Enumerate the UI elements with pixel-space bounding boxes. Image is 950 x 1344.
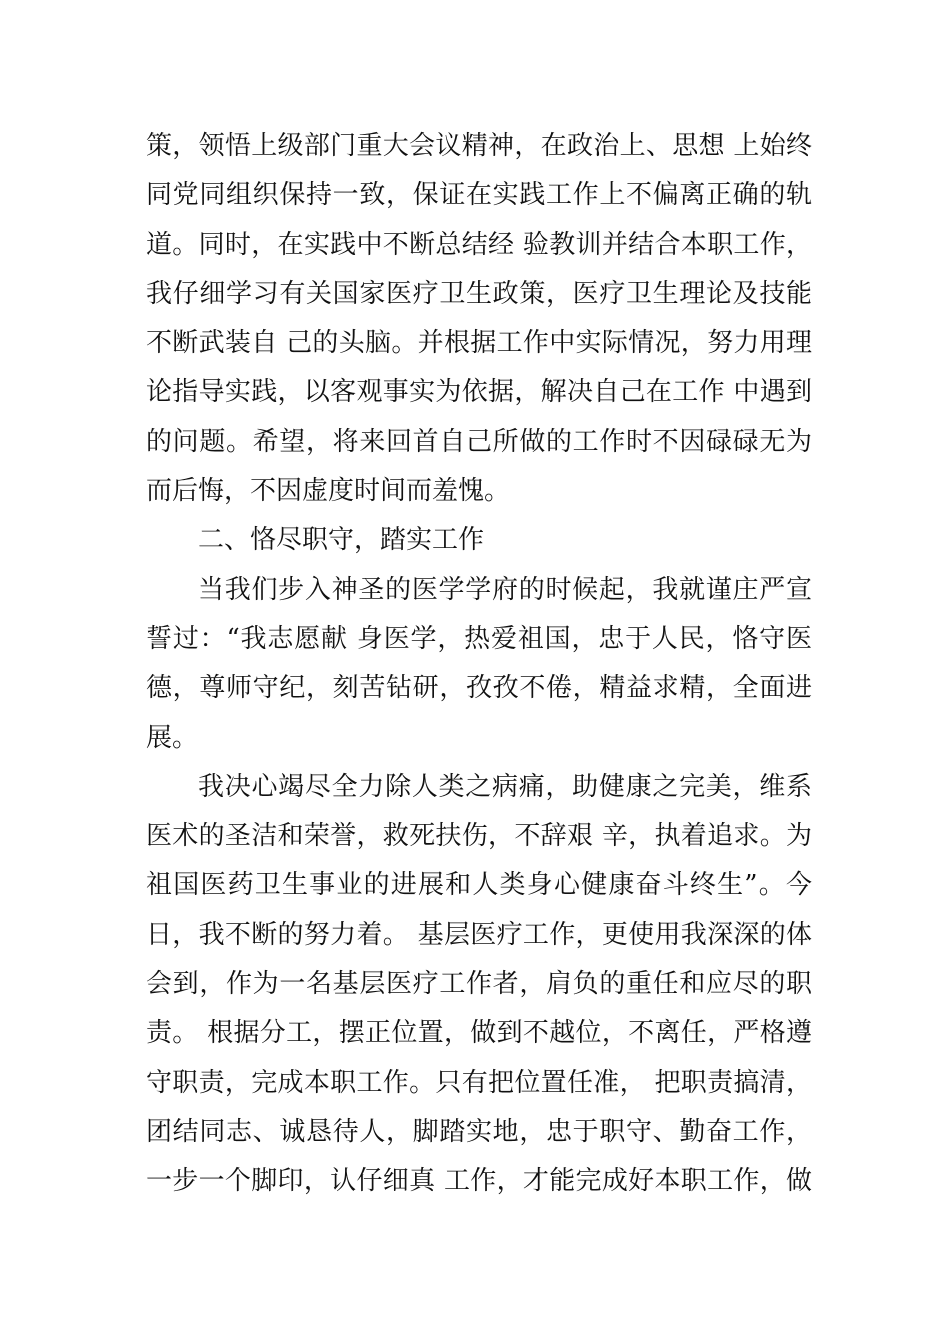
text-line: 祖国医药卫生事业的进展和人类身心健康奋斗终生”。今 xyxy=(146,870,812,901)
text-line: 守职责，完成本职工作。只有把位置任准， 把职责搞清， xyxy=(146,1067,812,1098)
text-line: 责。 根据分工，摆正位置，做到不越位，不离任，严格遵 xyxy=(146,1018,812,1049)
text-line: 会到，作为一名基层医疗工作者，肩负的重任和应尽的职 xyxy=(146,969,812,1000)
text-line: 不断武装自 己的头脑。并根据工作中实际情况，努力用理 xyxy=(146,328,812,359)
section-heading: 二、恪尽职守，踏实工作 xyxy=(198,525,485,556)
text-line: 同党同组织保持一致，保证在实践工作上不偏离正确的轨 xyxy=(146,180,812,211)
text-line: 的问题。希望，将来回首自己所做的工作时不因碌碌无为 xyxy=(146,426,812,457)
text-line: 道。同时，在实践中不断总结经 验教训并结合本职工作， xyxy=(146,229,812,260)
text-line: 一步一个脚印，认仔细真 工作，才能完成好本职工作，做 xyxy=(146,1166,812,1197)
text-line: 日，我不断的努力着。 基层医疗工作，更使用我深深的体 xyxy=(146,919,812,950)
text-line: 而后悔，不因虚度时间而羞愧。 xyxy=(146,476,511,507)
text-line: 论指导实践，以客观事实为依据，解决自己在工作 中遇到 xyxy=(146,377,812,408)
text-line: 策，领悟上级部门重大会议精神，在政治上、思想 上始终 xyxy=(146,131,812,161)
text-line: 我仔细学习有关国家医疗卫生政策，医疗卫生理论及技能 xyxy=(146,278,812,309)
text-line: 德，尊师守纪，刻苦钻研，孜孜不倦，精益求精，全面进 xyxy=(146,673,812,704)
text-line: 团结同志、诚恳待人，脚踏实地，忠于职守、勤奋工作， xyxy=(146,1116,812,1147)
text-line: 展。 xyxy=(146,722,199,753)
text-line: 我决心竭尽全力除人类之病痛，助健康之完美，维系 xyxy=(198,771,812,802)
text-line: 当我们步入神圣的医学学府的时候起，我就谨庄严宣 xyxy=(198,574,812,605)
body-text xyxy=(146,122,812,1207)
text-line: 医术的圣洁和荣誉，救死扶伤，不辞艰 辛，执着追求。为 xyxy=(146,821,812,852)
text-line: 誓过：“我志愿献 身医学，热爱祖国，忠于人民，恪守医 xyxy=(146,623,812,654)
